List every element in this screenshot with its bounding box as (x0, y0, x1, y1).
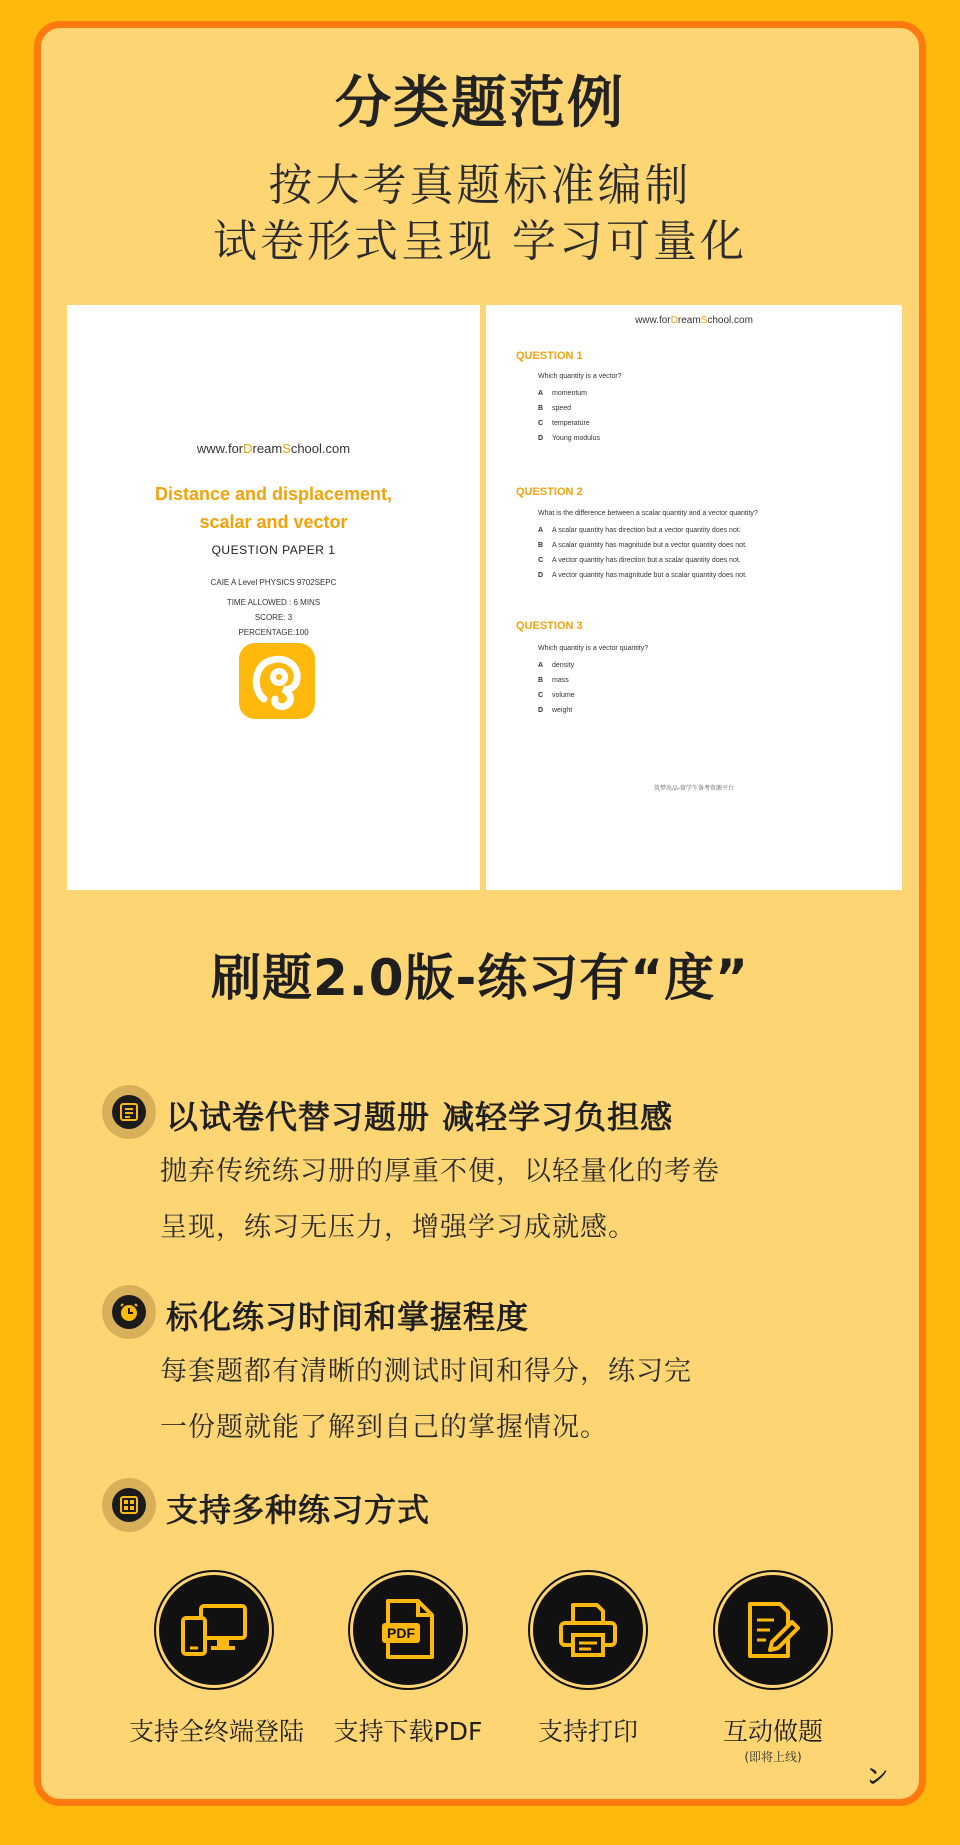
feature-title: 以试卷代替习题册 减轻学习负担感 (166, 1098, 674, 1136)
question-heading: QUESTION 2 (516, 486, 583, 498)
question-heading: QUESTION 3 (516, 620, 583, 632)
devices-icon (179, 1602, 249, 1658)
mode-download-pdf (323, 1572, 493, 1748)
feature-desc-line-2: 呈现，练习无压力，增强学习成就感。 (160, 1212, 636, 1243)
option-text: speed (552, 405, 572, 412)
printer-icon (557, 1601, 619, 1659)
url-suffix: chool.com (290, 441, 351, 456)
cover-page (67, 305, 480, 890)
pdf-icon (380, 1599, 436, 1661)
mode-print (503, 1572, 673, 1748)
mode-all-devices (129, 1572, 305, 1748)
option-letter: C (538, 692, 544, 699)
header (0, 69, 960, 139)
score: SCORE: 3 (254, 613, 293, 622)
option-letter: B (538, 677, 544, 684)
pdf-icon-text: PDF (387, 1625, 415, 1641)
question-page (486, 305, 902, 890)
corner-mark: ン (866, 1765, 889, 1790)
feature-title: 支持多种练习方式 (166, 1491, 431, 1529)
question-option (538, 435, 600, 442)
option-letter: D (538, 435, 544, 442)
mode-icon-circle (715, 1572, 831, 1688)
question-heading: QUESTION 1 (516, 350, 583, 362)
question-option (538, 420, 590, 427)
mode-label: 支持全终端登陆 (129, 1717, 305, 1746)
question-option (538, 527, 741, 534)
mode-icon-circle (350, 1572, 466, 1688)
url-s: S (282, 441, 291, 456)
edit-icon (744, 1600, 802, 1660)
url-mid: ream (252, 441, 283, 456)
mode-label: 支持打印 (537, 1717, 638, 1746)
option-letter: C (538, 557, 544, 564)
option-letter: A (538, 527, 544, 534)
option-letter: D (538, 572, 544, 579)
question-page-url (486, 315, 902, 326)
list-icon (118, 1101, 140, 1123)
cover-title-line-2: scalar and vector (199, 512, 348, 532)
question-option (538, 662, 574, 669)
question-text: Which quantity is a vector? (538, 373, 622, 380)
question-text: What is the difference between a scalar quantity and a vector quantity? (538, 510, 758, 517)
page-title-text: 分类题范例 (335, 71, 625, 136)
option-letter: A (538, 390, 544, 397)
brand-logo (239, 643, 315, 719)
option-text: momentum (552, 390, 588, 397)
grid-icon (118, 1494, 140, 1516)
question-option (538, 692, 575, 699)
paper-label: QUESTION PAPER 1 (211, 543, 336, 557)
option-text: A scalar quantity has direction but a vector quantity does not. (552, 527, 741, 534)
option-text: Young modulus (552, 435, 601, 442)
page-title (329, 69, 631, 139)
option-letter: B (538, 405, 544, 412)
question-option (538, 677, 569, 684)
section-title: 刷题2.0版-练习有“度” (210, 949, 750, 1007)
feature-icon-badge (102, 1285, 156, 1339)
content-card (34, 21, 926, 1806)
option-text: weight (552, 707, 573, 714)
option-text: A scalar quantity has magnitude but a vector quantity does not. (552, 542, 747, 549)
feature-title: 标化练习时间和掌握程度 (166, 1298, 530, 1336)
question-option (538, 557, 741, 564)
option-text: A vector quantity has direction but a scalar quantity does not. (552, 557, 741, 564)
subtitle-line-1: 按大考真题标准编制 (268, 160, 692, 211)
question-option (538, 542, 747, 549)
course-label: CAIE A Level PHYSICS 9702SEPC (210, 578, 337, 587)
cover-title-line-1: Distance and displacement, (154, 484, 393, 504)
question-text: Which quantity is a vector quantity? (538, 645, 649, 652)
mode-label: 互动做题 (722, 1717, 823, 1746)
question-option (538, 707, 572, 714)
feature-desc-line-1: 抛弃传统练习册的厚重不便，以轻量化的考卷 (160, 1156, 720, 1187)
url-s: S (700, 315, 708, 326)
url-suffix: chool.com (707, 315, 753, 326)
question-page-footer: 筑梦出品-留学生备考资源平台 (654, 786, 734, 792)
url-prefix: www.for (196, 441, 244, 456)
option-letter: B (538, 542, 544, 549)
brand-logo-icon (239, 643, 315, 719)
mode-interactive (688, 1572, 858, 1765)
option-text: density (552, 662, 575, 669)
option-letter: A (538, 662, 544, 669)
cover-url (67, 441, 480, 456)
question-option (538, 390, 587, 397)
mode-icon-circle (530, 1572, 646, 1688)
time-allowed: TIME ALLOWED : 6 MINS (226, 598, 321, 607)
option-text: temperature (552, 420, 590, 427)
url-prefix: www.for (635, 315, 671, 326)
option-text: mass (552, 677, 569, 684)
option-letter: D (538, 707, 544, 714)
question-option (538, 572, 747, 579)
url-d: D (670, 315, 678, 326)
percentage: PERCENTAGE:100 (238, 628, 309, 637)
feature-desc-line-2: 一份题就能了解到自己的掌握情况。 (160, 1412, 608, 1443)
mode-icon-circle (156, 1572, 272, 1688)
feature-icon-badge (102, 1478, 156, 1532)
mode-label: 支持下载PDF (333, 1717, 483, 1746)
feature-icon-badge (102, 1085, 156, 1139)
feature-desc-line-1: 每套题都有清晰的测试时间和得分，练习完 (160, 1356, 692, 1387)
url-d: D (243, 441, 253, 456)
clock-icon (118, 1301, 140, 1323)
subtitle-line-2: 试卷形式呈现 学习可量化 (213, 216, 747, 267)
question-option (538, 405, 571, 412)
option-text: volume (552, 692, 575, 699)
cover-title (67, 480, 480, 536)
option-text: A vector quantity has magnitude but a scalar quantity does not. (552, 572, 747, 579)
url-mid: ream (677, 315, 701, 326)
mode-note: (即将上线) (744, 1750, 802, 1764)
option-letter: C (538, 420, 544, 427)
